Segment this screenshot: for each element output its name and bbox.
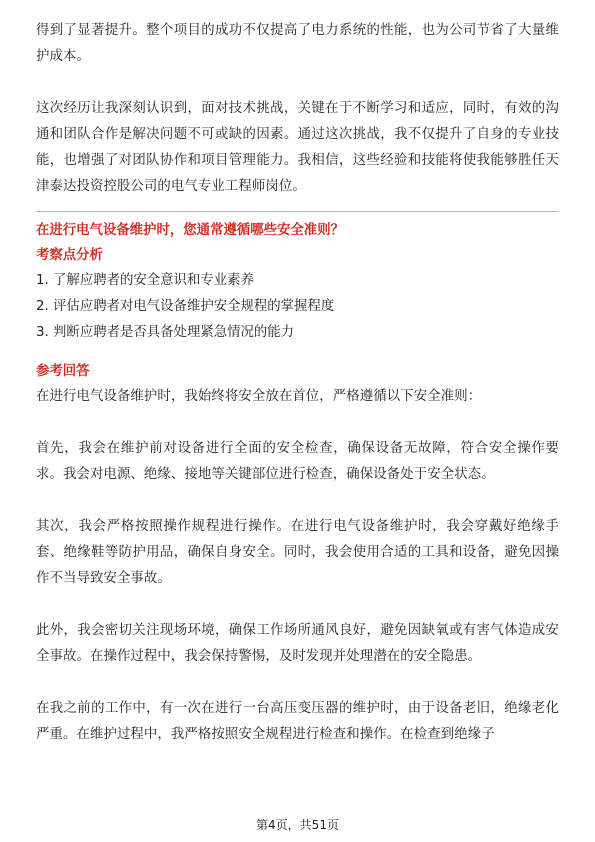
paragraph-gap bbox=[36, 592, 559, 618]
paragraph-gap bbox=[36, 670, 559, 696]
paragraph-gap bbox=[36, 488, 559, 514]
analysis-point-3: 3. 判断应聘者是否具备处理紧急情况的能力 bbox=[36, 325, 295, 340]
page-number: 第4页，共51页 bbox=[256, 818, 339, 832]
analysis-points bbox=[36, 268, 559, 346]
answer-paragraph-4: 此外，我会密切关注现场环境，确保工作场所通风良好，避免因缺氧或有害气体造成安全事故。在操作过程中，我会保持警惕，及时发现并处理潜在的安全隐患。 bbox=[36, 623, 559, 664]
analysis-heading: 考察点分析 bbox=[36, 248, 103, 263]
paragraph-gap bbox=[36, 70, 559, 96]
answer-paragraph-3: 其次，我会严格按照操作规程进行操作。在进行电气设备维护时，我会穿戴好绝缘手套、绝缘鞋等防护用品，确保自身安全。同时，我会使用合适的工具和设备，避免因操作不当导致安全事故。 bbox=[36, 519, 559, 586]
section-gap bbox=[36, 346, 559, 360]
answer-heading: 参考回答 bbox=[36, 364, 90, 379]
intro-paragraph-2: 这次经历让我深刻认识到，面对技术挑战，关键在于不断学习和适应，同时，有效的沟通和团队合作是解决问题不可或缺的因素。通过这次挑战，我不仅提升了自身的专业技能，也增强了对团队协作和项目管理能力。我相信，这些经验和技能将使我能够胜任天津泰达投资控股公司的电气专业工程师岗位。 bbox=[36, 101, 559, 194]
document-page bbox=[36, 18, 559, 748]
answer-paragraph-5: 在我之前的工作中，有一次在进行一台高压变压器的维护时，由于设备老旧，绝缘老化严重。在维护过程中，我严格按照安全规程进行检查和操作。在检查到绝缘子 bbox=[36, 701, 559, 742]
answer-paragraph-2: 首先，我会在维护前对设备进行全面的安全检查，确保设备无故障，符合安全操作要求。我会对电源、绝缘、接地等关键部位进行检查，确保设备处于安全状态。 bbox=[36, 441, 559, 482]
analysis-point-1: 1. 了解应聘者的安全意识和专业素养 bbox=[36, 273, 254, 288]
question-title: 在进行电气设备维护时，您通常遵循哪些安全准则？ bbox=[36, 223, 344, 238]
analysis-point-2: 2. 评估应聘者对电气设备维护安全规程的掌握程度 bbox=[36, 299, 335, 314]
paragraph-gap bbox=[36, 410, 559, 436]
answer-paragraph-1: 在进行电气设备维护时，我始终将安全放在首位，严格遵循以下安全准则： bbox=[36, 389, 482, 404]
intro-paragraph-1: 得到了显著提升。整个项目的成功不仅提高了电力系统的性能，也为公司节省了大量维护成本。 bbox=[36, 23, 559, 64]
section-divider bbox=[36, 211, 559, 212]
